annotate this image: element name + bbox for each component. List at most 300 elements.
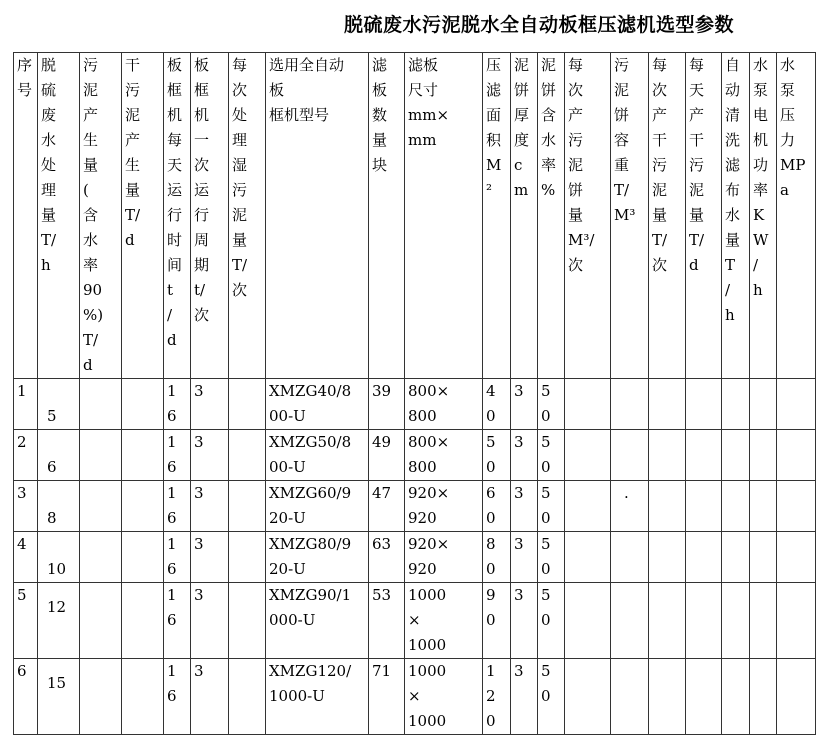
header-text: 次 <box>194 306 210 324</box>
header-text: %) <box>83 306 104 324</box>
cell-cycle <box>191 481 229 532</box>
cell-text: 0 <box>541 509 551 527</box>
header-text: 机 <box>753 131 769 149</box>
header-text: 压 <box>486 56 502 74</box>
cell-capacity <box>38 430 80 481</box>
table-row <box>14 583 816 659</box>
cell-plate-size <box>405 532 483 583</box>
cell-text: 800× <box>408 433 450 451</box>
cell-text: 920 <box>408 509 437 527</box>
cell-sludge <box>80 430 122 481</box>
header-col-dry-sludge <box>122 53 164 379</box>
cell-text: 6 <box>17 662 27 680</box>
header-text: 滤板 <box>408 56 439 74</box>
cell-text <box>614 433 624 451</box>
cell-sludge <box>80 659 122 735</box>
header-text: T/ <box>689 231 705 249</box>
cell-text <box>614 662 624 680</box>
cell-cake-volume <box>565 379 611 430</box>
cell-cake-volume <box>565 532 611 583</box>
header-text: 数 <box>372 106 388 124</box>
cell-text: 3 <box>17 484 27 502</box>
cell-model <box>266 532 369 583</box>
cell-text: 920× <box>408 484 450 502</box>
header-text: 量 <box>41 206 57 224</box>
cell-text: 71 <box>372 662 392 680</box>
cell-model <box>266 430 369 481</box>
header-text: K <box>753 206 765 224</box>
header-text: / <box>753 256 759 274</box>
header-text: 产 <box>652 106 668 124</box>
cell-text: 1 <box>486 662 496 680</box>
cell-text: XMZG120/ <box>269 662 352 680</box>
header-text: 序 <box>17 56 33 74</box>
cell-text: 5 <box>541 662 551 680</box>
cell-text: 39 <box>372 382 392 400</box>
header-text: 饼 <box>568 181 584 199</box>
cell-text: 6 <box>167 509 177 527</box>
header-text: 干 <box>652 131 668 149</box>
cell-cake-thickness <box>511 532 538 583</box>
cell-text: 3 <box>194 586 204 604</box>
header-text: 理 <box>41 181 57 199</box>
cell-capacity <box>38 379 80 430</box>
cell-text: 0 <box>541 560 551 578</box>
cell-no <box>14 379 38 430</box>
header-text: 次 <box>652 256 668 274</box>
cell-cake-volume <box>565 583 611 659</box>
cell-wet-per-cycle <box>229 583 266 659</box>
cell-cake-thickness <box>511 481 538 532</box>
header-text: 泵 <box>753 81 769 99</box>
cell-text: 3 <box>194 382 204 400</box>
header-text: d <box>83 356 93 374</box>
header-text: 机 <box>167 106 183 124</box>
cell-text: 5 <box>47 407 57 425</box>
table-row <box>14 532 816 583</box>
cell-text: 3 <box>194 535 204 553</box>
cell-text: 6 <box>167 560 177 578</box>
cell-pump-power <box>750 532 777 583</box>
cell-dry-sludge <box>122 481 164 532</box>
cell-dry-per-cycle <box>649 659 686 735</box>
cell-text: 3 <box>514 535 524 553</box>
header-text: 水 <box>541 131 557 149</box>
cell-dry-per-day <box>686 379 722 430</box>
cell-wash-water <box>722 659 750 735</box>
cell-dry-per-cycle <box>649 379 686 430</box>
cell-no <box>14 583 38 659</box>
header-col-sludge <box>80 53 122 379</box>
cell-text: 6 <box>167 687 177 705</box>
cell-text: 1 <box>167 662 177 680</box>
header-text: 布 <box>725 181 741 199</box>
cell-text: 12 <box>47 598 67 616</box>
header-row <box>14 53 816 379</box>
cell-text: 53 <box>372 586 392 604</box>
cell-text: 6 <box>167 611 177 629</box>
header-col-capacity <box>38 53 80 379</box>
cell-text: 5 <box>541 484 551 502</box>
cell-cake-volume <box>565 481 611 532</box>
header-text: 生 <box>83 131 99 149</box>
header-text: 泥 <box>541 56 557 74</box>
cell-text: 2 <box>486 687 496 705</box>
cell-model <box>266 583 369 659</box>
cell-text: 6 <box>486 484 496 502</box>
cell-wet-per-cycle <box>229 481 266 532</box>
header-text: 处 <box>41 156 57 174</box>
header-text: 板 <box>372 81 388 99</box>
header-text: 量 <box>232 231 248 249</box>
header-text: ( <box>83 181 89 199</box>
header-text: W <box>753 231 769 249</box>
cell-text: 20-U <box>269 509 306 527</box>
cell-dry-per-cycle <box>649 532 686 583</box>
cell-text: 0 <box>486 560 496 578</box>
cell-density <box>611 481 649 532</box>
header-col-dry-per-day <box>686 53 722 379</box>
header-col-wet-per-cycle <box>229 53 266 379</box>
cell-wet-per-cycle <box>229 379 266 430</box>
cell-cake-moisture <box>538 532 565 583</box>
cell-cycle <box>191 532 229 583</box>
header-text: 90 <box>83 281 103 299</box>
cell-text: 00-U <box>269 458 306 476</box>
cell-text: 3 <box>514 433 524 451</box>
cell-text: 0 <box>541 458 551 476</box>
header-text: 次 <box>232 281 248 299</box>
header-text: 次 <box>568 256 584 274</box>
header-text: 湿 <box>232 156 248 174</box>
cell-cycle <box>191 659 229 735</box>
header-text: T <box>725 256 736 274</box>
header-text: 机 <box>194 106 210 124</box>
header-text: M <box>486 156 502 174</box>
cell-sludge <box>80 583 122 659</box>
cell-text: 8 <box>486 535 496 553</box>
cell-cake-moisture <box>538 583 565 659</box>
cell-text: 15 <box>47 674 67 692</box>
header-text: 力 <box>780 131 796 149</box>
header-text: 每 <box>652 56 668 74</box>
cell-dry-per-day <box>686 532 722 583</box>
header-text: 行 <box>167 206 183 224</box>
cell-area <box>483 583 511 659</box>
header-text: 框 <box>167 81 183 99</box>
header-text: 污 <box>689 156 705 174</box>
cell-cake-thickness <box>511 430 538 481</box>
header-text: 量 <box>725 231 741 249</box>
cell-pump-pressure <box>777 481 816 532</box>
header-text: % <box>541 181 556 199</box>
header-text: 每 <box>232 56 248 74</box>
header-text: 洗 <box>725 131 741 149</box>
cell-text: . <box>624 484 629 502</box>
header-text: 水 <box>41 131 57 149</box>
header-col-pump-power <box>750 53 777 379</box>
cell-text: 6 <box>47 458 57 476</box>
header-text: 次 <box>652 81 668 99</box>
header-text: 次 <box>568 81 584 99</box>
table-row <box>14 430 816 481</box>
cell-dry-sludge <box>122 430 164 481</box>
cell-pump-pressure <box>777 379 816 430</box>
cell-text: 8 <box>47 509 57 527</box>
cell-cake-moisture <box>538 481 565 532</box>
cell-text: 49 <box>372 433 392 451</box>
header-col-plates <box>369 53 405 379</box>
header-text: 量 <box>689 206 705 224</box>
cell-text: 6 <box>167 458 177 476</box>
cell-text: 00-U <box>269 407 306 425</box>
header-text: 水 <box>725 206 741 224</box>
cell-text: 3 <box>194 433 204 451</box>
header-text: 容 <box>614 131 630 149</box>
header-text: 积 <box>486 131 502 149</box>
cell-text: 0 <box>486 458 496 476</box>
cell-dry-sludge <box>122 583 164 659</box>
header-text: 重 <box>614 156 630 174</box>
cell-text: 0 <box>486 611 496 629</box>
header-col-model <box>266 53 369 379</box>
cell-area <box>483 430 511 481</box>
header-text: d <box>167 331 177 349</box>
cell-wet-per-cycle <box>229 659 266 735</box>
header-text: 动 <box>725 81 741 99</box>
cell-plate-size <box>405 481 483 532</box>
document-title: 脱硫废水污泥脱水全自动板框压滤机选型参数 <box>344 14 735 36</box>
header-text: 次 <box>194 156 210 174</box>
header-text: 一 <box>194 131 210 149</box>
cell-dry-per-day <box>686 430 722 481</box>
header-text: 板 <box>269 81 285 99</box>
header-text: 尺寸 <box>408 81 439 99</box>
cell-text: 000-U <box>269 611 316 629</box>
header-text: 板 <box>167 56 183 74</box>
cell-text: 0 <box>486 407 496 425</box>
header-text: 泥 <box>568 156 584 174</box>
cell-text: 9 <box>486 586 496 604</box>
cell-dry-per-day <box>686 481 722 532</box>
header-text: T/ <box>652 231 668 249</box>
header-text: 泥 <box>689 181 705 199</box>
header-text: 框 <box>194 81 210 99</box>
cell-sludge <box>80 532 122 583</box>
header-col-wash-water <box>722 53 750 379</box>
cell-density <box>611 659 649 735</box>
header-text: MP <box>780 156 806 174</box>
cell-plate-size <box>405 583 483 659</box>
cell-run-time <box>164 659 191 735</box>
cell-wash-water <box>722 430 750 481</box>
header-text: 水 <box>83 231 99 249</box>
header-text: 量 <box>568 206 584 224</box>
cell-text: 5 <box>541 382 551 400</box>
cell-plates <box>369 583 405 659</box>
cell-cycle <box>191 430 229 481</box>
header-text: 污 <box>232 181 248 199</box>
header-text: 率 <box>541 156 557 174</box>
cell-dry-sludge <box>122 659 164 735</box>
cell-text: × <box>408 687 421 705</box>
header-text: 生 <box>125 156 141 174</box>
cell-sludge <box>80 481 122 532</box>
header-text: 行 <box>194 206 210 224</box>
header-text: / <box>167 306 173 324</box>
cell-text: 1 <box>167 433 177 451</box>
header-text: 污 <box>83 56 99 74</box>
cell-wash-water <box>722 532 750 583</box>
cell-text: × <box>408 611 421 629</box>
cell-density <box>611 379 649 430</box>
table-row <box>14 379 816 430</box>
header-text: 饼 <box>614 106 630 124</box>
cell-model <box>266 379 369 430</box>
cell-text: 3 <box>514 484 524 502</box>
header-text: 功 <box>753 156 769 174</box>
cell-wash-water <box>722 481 750 532</box>
cell-text <box>614 535 624 553</box>
header-text: 运 <box>194 181 210 199</box>
cell-text: 5 <box>17 586 27 604</box>
cell-pump-pressure <box>777 583 816 659</box>
cell-capacity <box>38 659 80 735</box>
header-col-area <box>483 53 511 379</box>
cell-pump-pressure <box>777 532 816 583</box>
cell-cake-volume <box>565 430 611 481</box>
cell-text: 3 <box>194 484 204 502</box>
header-text: m <box>514 181 529 199</box>
header-text: 率 <box>753 181 769 199</box>
cell-plates <box>369 481 405 532</box>
cell-cake-thickness <box>511 379 538 430</box>
header-text: 块 <box>372 156 388 174</box>
header-text: 每 <box>568 56 584 74</box>
header-text: 量 <box>83 156 99 174</box>
header-text: c <box>514 156 523 174</box>
header-text: 污 <box>125 81 141 99</box>
cell-wet-per-cycle <box>229 532 266 583</box>
header-text: 泥 <box>125 106 141 124</box>
cell-text: 1000-U <box>269 687 325 705</box>
header-text: 干 <box>125 56 141 74</box>
cell-text: 6 <box>167 407 177 425</box>
cell-text: 920 <box>408 560 437 578</box>
header-text: 时 <box>167 231 183 249</box>
selection-parameters-table <box>13 52 816 735</box>
cell-model <box>266 659 369 735</box>
header-text: h <box>41 256 51 274</box>
cell-plates <box>369 430 405 481</box>
cell-area <box>483 659 511 735</box>
cell-text: XMZG40/8 <box>269 382 352 400</box>
header-text: M³ <box>614 206 636 224</box>
cell-plate-size <box>405 430 483 481</box>
header-text: 号 <box>17 81 33 99</box>
cell-text: 4 <box>17 535 27 553</box>
header-col-plate-size <box>405 53 483 379</box>
cell-text: 3 <box>514 382 524 400</box>
cell-plates <box>369 379 405 430</box>
cell-no <box>14 430 38 481</box>
header-text: 运 <box>167 181 183 199</box>
header-col-density <box>611 53 649 379</box>
cell-capacity <box>38 583 80 659</box>
header-text: 厚 <box>514 106 530 124</box>
cell-text <box>614 382 624 400</box>
cell-wash-water <box>722 583 750 659</box>
cell-no <box>14 481 38 532</box>
header-text: 量 <box>652 206 668 224</box>
header-text: 处 <box>232 106 248 124</box>
header-text: 每 <box>689 56 705 74</box>
cell-pump-power <box>750 379 777 430</box>
cell-text <box>614 586 624 604</box>
header-text: 率 <box>83 256 99 274</box>
cell-text: 0 <box>541 611 551 629</box>
cell-dry-per-cycle <box>649 430 686 481</box>
cell-text: 1 <box>167 535 177 553</box>
cell-text: 1000 <box>408 712 447 730</box>
cell-cake-moisture <box>538 659 565 735</box>
header-col-dry-per-cycle <box>649 53 686 379</box>
header-text: 板 <box>194 56 210 74</box>
header-col-cake-moisture <box>538 53 565 379</box>
cell-text: 0 <box>541 687 551 705</box>
header-text: 泥 <box>232 206 248 224</box>
header-text: 理 <box>232 131 248 149</box>
cell-text: 920× <box>408 535 450 553</box>
header-text: 污 <box>614 56 630 74</box>
header-text: 硫 <box>41 81 57 99</box>
cell-density <box>611 532 649 583</box>
cell-cake-thickness <box>511 659 538 735</box>
cell-plate-size <box>405 379 483 430</box>
cell-run-time <box>164 481 191 532</box>
header-text: 滤 <box>725 156 741 174</box>
header-text: 滤 <box>372 56 388 74</box>
cell-cake-thickness <box>511 583 538 659</box>
cell-text: 10 <box>47 560 67 578</box>
cell-text: 5 <box>541 433 551 451</box>
header-text: T/ <box>614 181 630 199</box>
cell-text: 0 <box>486 712 496 730</box>
header-text: 选用全自动 <box>269 56 345 74</box>
header-text: mm <box>408 131 437 149</box>
cell-pump-power <box>750 430 777 481</box>
header-text: 产 <box>125 131 141 149</box>
cell-run-time <box>164 430 191 481</box>
cell-pump-power <box>750 583 777 659</box>
cell-run-time <box>164 583 191 659</box>
header-text: 饼 <box>514 81 530 99</box>
cell-cycle <box>191 583 229 659</box>
cell-run-time <box>164 379 191 430</box>
header-text: 压 <box>780 106 796 124</box>
header-text: 面 <box>486 106 502 124</box>
cell-dry-sludge <box>122 532 164 583</box>
cell-model <box>266 481 369 532</box>
header-text: 产 <box>689 106 705 124</box>
cell-text: 1000 <box>408 586 447 604</box>
cell-density <box>611 430 649 481</box>
cell-dry-per-cycle <box>649 583 686 659</box>
header-text: 滤 <box>486 81 502 99</box>
header-text: 每 <box>167 131 183 149</box>
header-text: 废 <box>41 106 57 124</box>
header-text: T/ <box>232 256 248 274</box>
